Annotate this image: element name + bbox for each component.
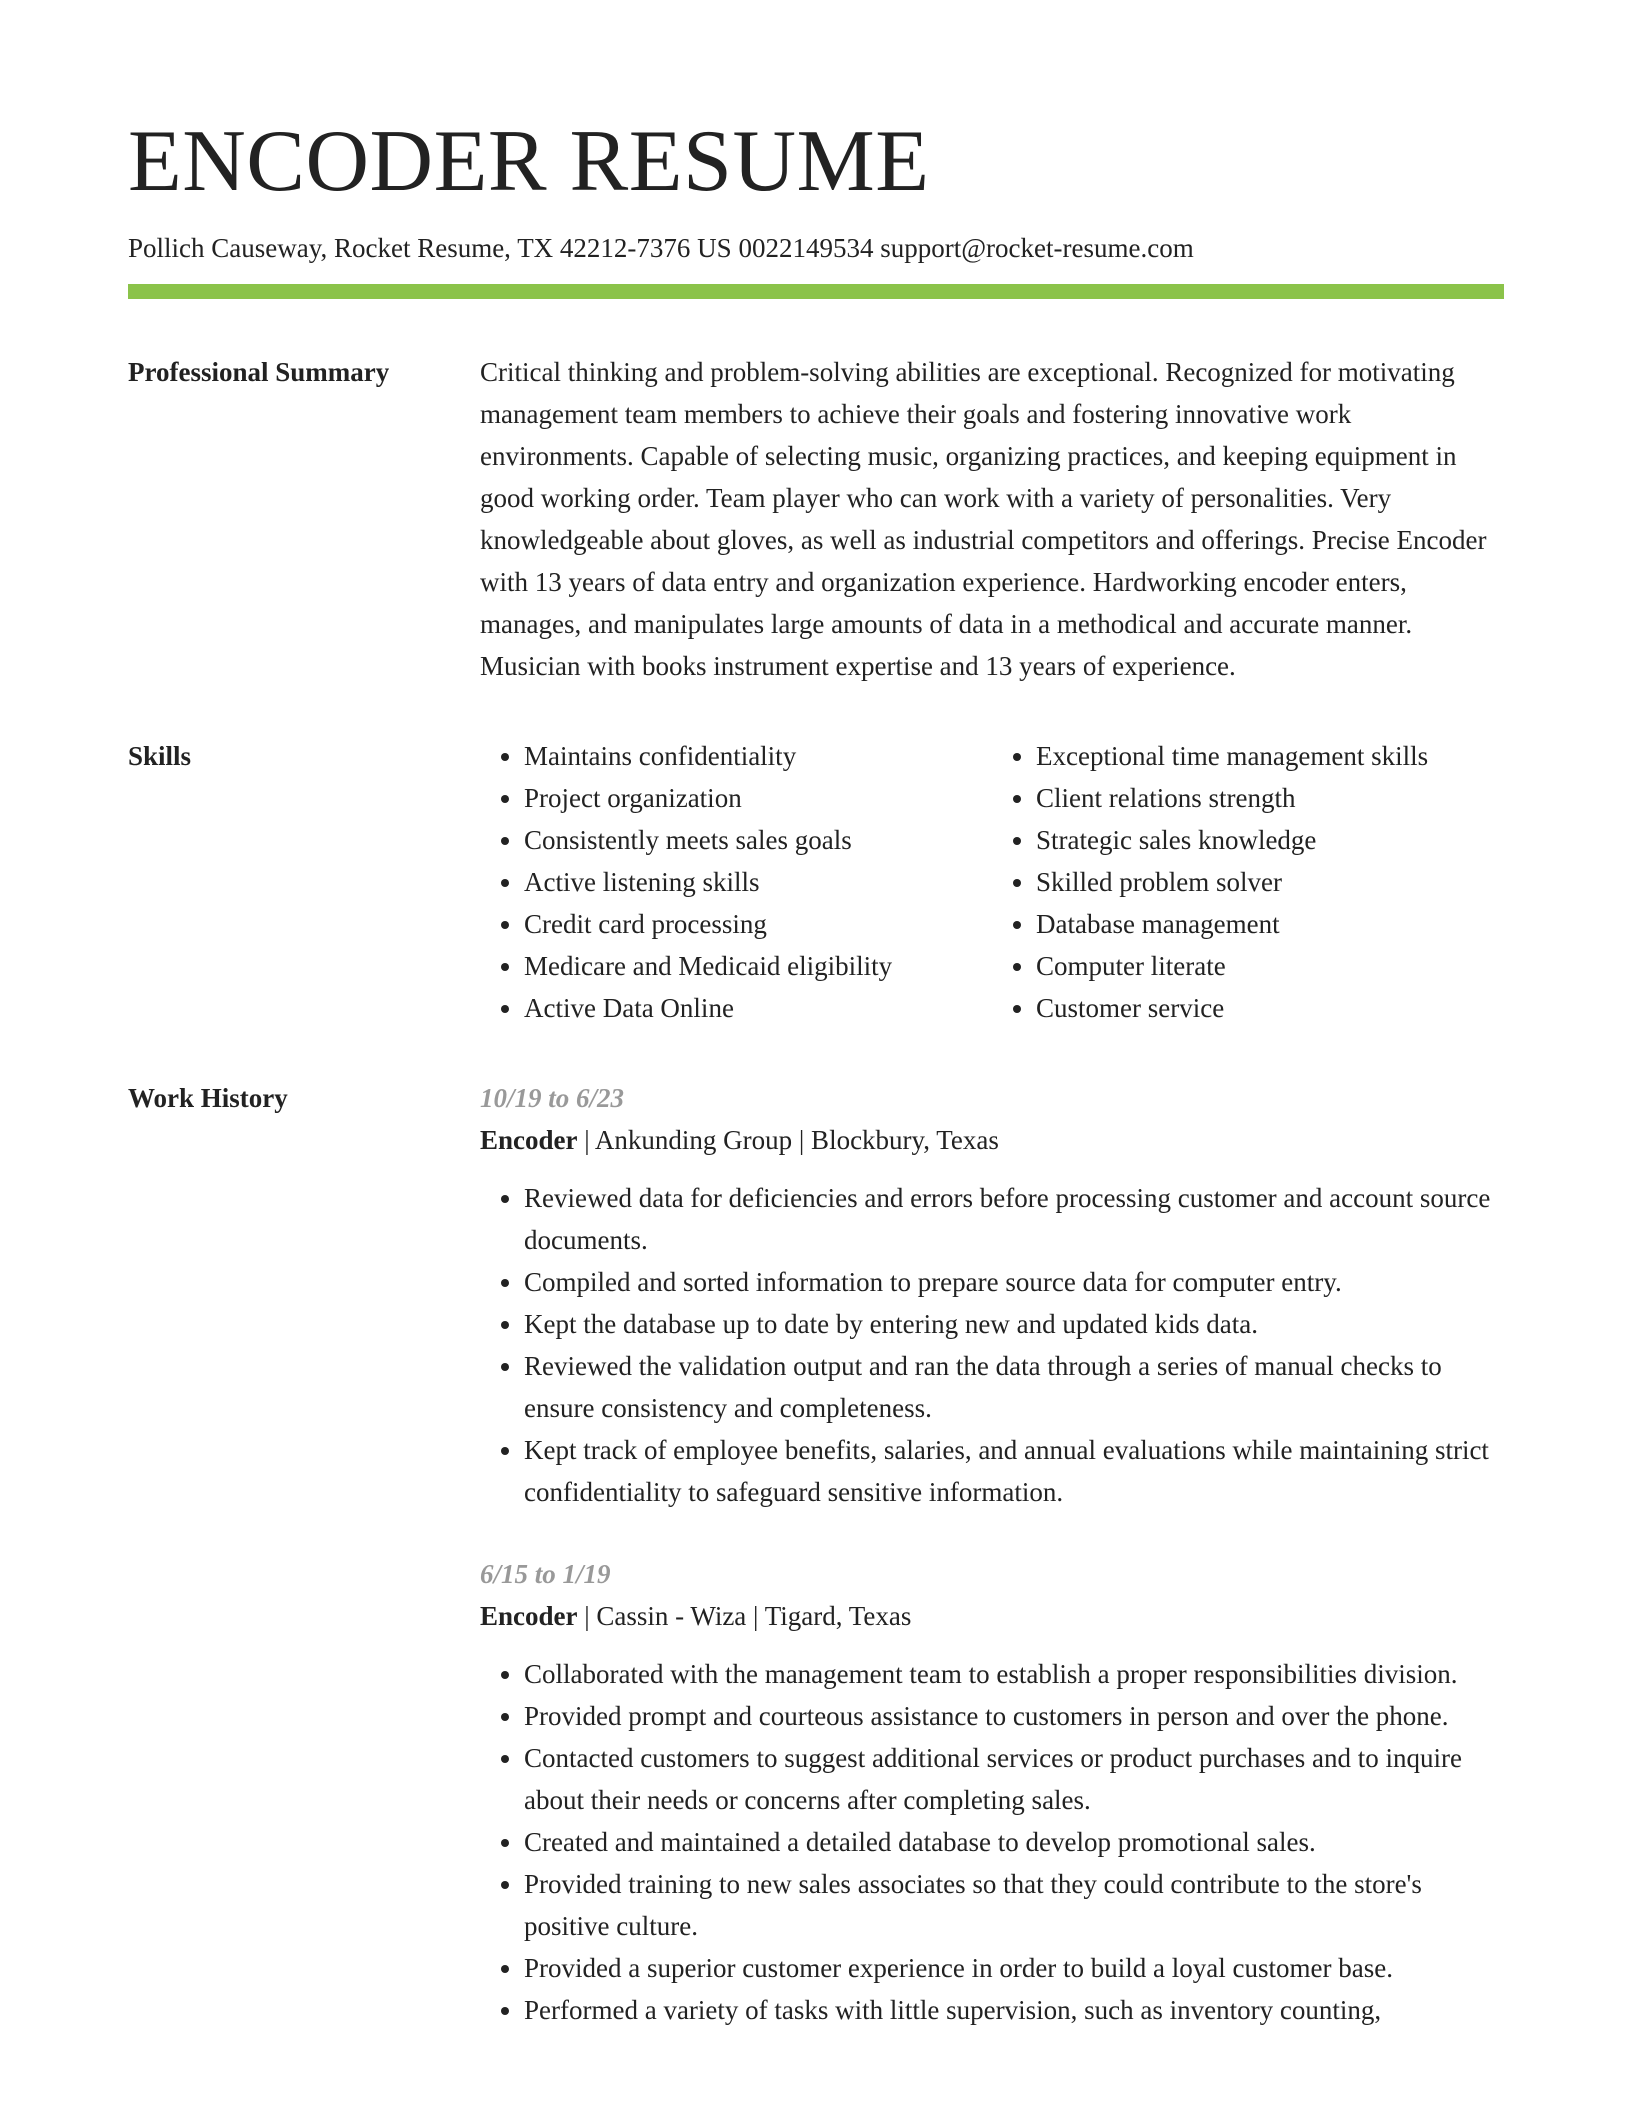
job-duties-list (480, 1653, 1504, 2031)
skill-item: • Customer service (1036, 987, 1504, 1029)
work-history-section (128, 1077, 1504, 2031)
skills-heading: Skills (128, 741, 192, 772)
skill-item: • Client relations strength (1036, 777, 1504, 819)
skill-item: • Exceptional time management skills (1036, 735, 1504, 777)
skill-item: • Project organization (524, 777, 992, 819)
skill-item: • Active Data Online (524, 987, 992, 1029)
skill-item: • Database management (1036, 903, 1504, 945)
job-dates: 6/15 to 1/19 (480, 1559, 611, 1590)
job-duty: • Created and maintained a detailed database to develop promotional sales. (524, 1821, 1504, 1863)
job-duty: • Contacted customers to suggest additional services or product purchases and to inquire about their needs or concerns after completing sales. (524, 1737, 1504, 1821)
job-duty: • Reviewed data for deficiencies and errors before processing customer and account source documents. (524, 1177, 1504, 1261)
summary-heading: Professional Summary (128, 357, 390, 388)
job-role-line (480, 1119, 1504, 1161)
job-entry (480, 1077, 1504, 1513)
skill-item: • Active listening skills (524, 861, 992, 903)
job-duties-list (480, 1177, 1504, 1513)
job-duty: • Kept track of employee benefits, salaries, and annual evaluations while maintaining strict confidentiality to safeguard sensitive information. (524, 1429, 1504, 1513)
resume-title: ENCODER RESUME (128, 113, 930, 210)
header-divider (128, 284, 1504, 299)
job-duty: • Performed a variety of tasks with little supervision, such as inventory counting, (524, 1989, 1504, 2031)
skill-item: • Strategic sales knowledge (1036, 819, 1504, 861)
skill-item: • Maintains confidentiality (524, 735, 992, 777)
contact-info: Pollich Causeway, Rocket Resume, TX 42212-7376 US 0022149534 support@rocket-resume.com (128, 233, 1194, 263)
job-role-line (480, 1595, 1504, 1637)
skill-item: • Consistently meets sales goals (524, 819, 992, 861)
job-duty: • Provided prompt and courteous assistance to customers in person and over the phone. (524, 1695, 1504, 1737)
job-duty: • Collaborated with the management team to establish a proper responsibilities division. (524, 1653, 1504, 1695)
skill-item: • Medicare and Medicaid eligibility (524, 945, 992, 987)
job-duty: • Compiled and sorted information to prepare source data for computer entry. (524, 1261, 1504, 1303)
job-title: Encoder (480, 1125, 578, 1156)
job-entry (480, 1553, 1504, 2031)
skill-item: • Credit card processing (524, 903, 992, 945)
job-title: Encoder (480, 1601, 578, 1632)
job-duty: • Provided training to new sales associates so that they could contribute to the store's positive culture. (524, 1863, 1504, 1947)
job-duty: • Kept the database up to date by entering new and updated kids data. (524, 1303, 1504, 1345)
job-details: | Cassin - Wiza | Tigard, Texas (577, 1601, 912, 1632)
job-details: | Ankunding Group | Blockbury, Texas (577, 1125, 999, 1156)
skills-right-list (992, 735, 1504, 1029)
job-duty: • Provided a superior customer experience in order to build a loyal customer base. (524, 1947, 1504, 1989)
skill-item: • Skilled problem solver (1036, 861, 1504, 903)
summary-text: Critical thinking and problem-solving abilities are exceptional. Recognized for motivating management team members to achieve their goals and fostering innovative work environments. Capable of selecting music, organizing practices, and keeping equipment in good working order. Team player who can work with a variety of personalities. Very knowledgeable about gloves, as well as industrial competitors and offerings. Precise Encoder with 13 years of data entry and organization experience. Hardworking encoder enters, manages, and manipulates large amounts of data in a methodical and accurate manner. Musician with books instrument expertise and 13 years of experience. (480, 357, 1487, 682)
job-dates: 10/19 to 6/23 (480, 1083, 625, 1114)
work-history-heading: Work History (128, 1083, 288, 1114)
job-duty: • Reviewed the validation output and ran the data through a series of manual checks to ensure consistency and completeness. (524, 1345, 1504, 1429)
skills-section (128, 735, 1504, 1029)
skill-item: • Computer literate (1036, 945, 1504, 987)
summary-section (128, 351, 1504, 687)
skills-left-list (480, 735, 992, 1029)
